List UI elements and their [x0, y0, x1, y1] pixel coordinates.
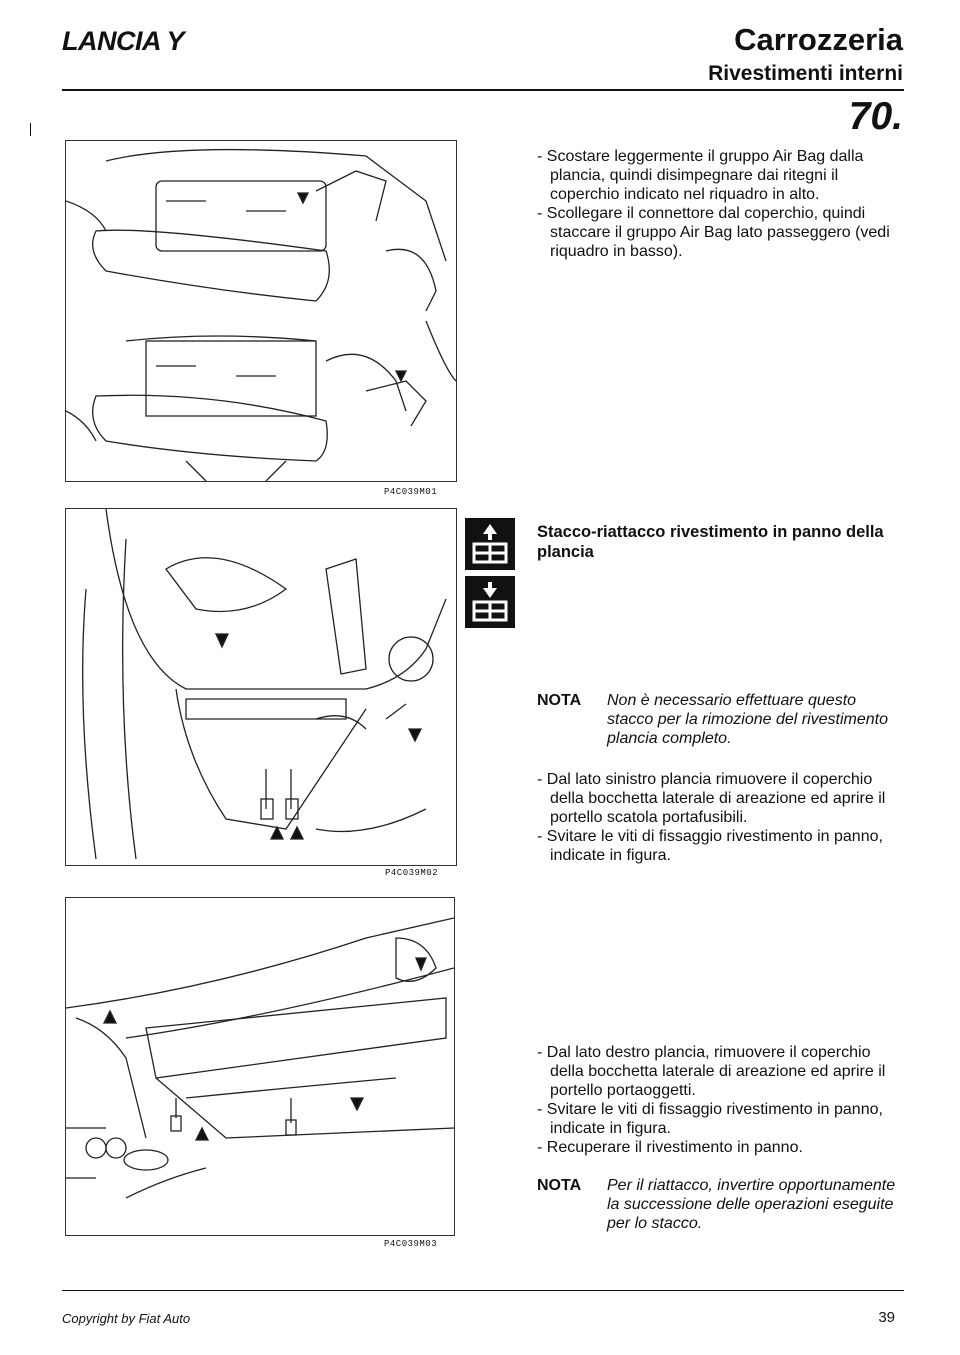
footer-rule [62, 1290, 904, 1291]
figure-left-screws [65, 508, 457, 866]
page-number: 70. [848, 95, 903, 138]
note-2 [537, 1176, 897, 1233]
figure-code: P4C039M01 [384, 487, 438, 497]
copyright-text: Copyright by Fiat Auto [62, 1311, 191, 1326]
figure-code: P4C039M03 [384, 1239, 438, 1249]
removal-icon [465, 518, 515, 570]
intro-steps [537, 147, 897, 261]
subsection-title: Rivestimenti interni [708, 62, 903, 85]
left-steps [537, 770, 897, 865]
note-label: NOTA [537, 692, 582, 709]
step-text: - Svitare le viti di fissaggio rivestimento in panno, indicate in figura. [537, 1101, 883, 1137]
note-label: NOTA [537, 1177, 582, 1194]
dashboard-left-screws-illustration-icon [66, 509, 456, 865]
step-text: - Dal lato sinistro plancia rimuovere il coperchio della bocchetta laterale di areazione ed aprire il portello scatola portafusibili. [537, 771, 886, 826]
note-text: Per il riattacco, invertire opportunamente la successione delle operazioni eseguite per lo stacco. [607, 1177, 896, 1232]
right-steps [537, 1043, 897, 1157]
airbag-removal-illustration-icon [66, 141, 456, 481]
folio-number: 39 [878, 1309, 895, 1326]
step-text: - Recuperare il rivestimento in panno. [537, 1139, 803, 1156]
header-rule [62, 89, 904, 91]
step-text: - Dal lato destro plancia, rimuovere il coperchio della bocchetta laterale di areazione ed aprire il portello portaoggetti. [537, 1044, 886, 1099]
brand-title: LANCIA Y [62, 26, 185, 56]
step-text: - Scostare leggermente il gruppo Air Bag dalla plancia, quindi disimpegnare dai ritegni il coperchio indicato nel riquadro in alto. [537, 148, 864, 203]
note-1 [537, 691, 897, 748]
note-text: Non è necessario effettuare questo stacco per la rimozione del rivestimento plancia completo. [607, 692, 889, 747]
dashboard-right-screws-illustration-icon [66, 898, 454, 1235]
step-text: - Scollegare il connettore dal coperchio, quindi staccare il gruppo Air Bag lato passeggero (vedi riquadro in basso). [537, 205, 890, 260]
margin-mark [30, 123, 31, 136]
step-text: - Svitare le viti di fissaggio rivestimento in panno, indicate in figura. [537, 828, 883, 864]
figure-code: P4C039M02 [385, 868, 439, 878]
figure-right-screws [65, 897, 455, 1236]
section-title: Carrozzeria [734, 22, 903, 57]
figure-airbag-removal [65, 140, 457, 482]
procedure-heading: Stacco-riattacco rivestimento in panno della plancia [537, 523, 884, 561]
refit-icon [465, 576, 515, 628]
